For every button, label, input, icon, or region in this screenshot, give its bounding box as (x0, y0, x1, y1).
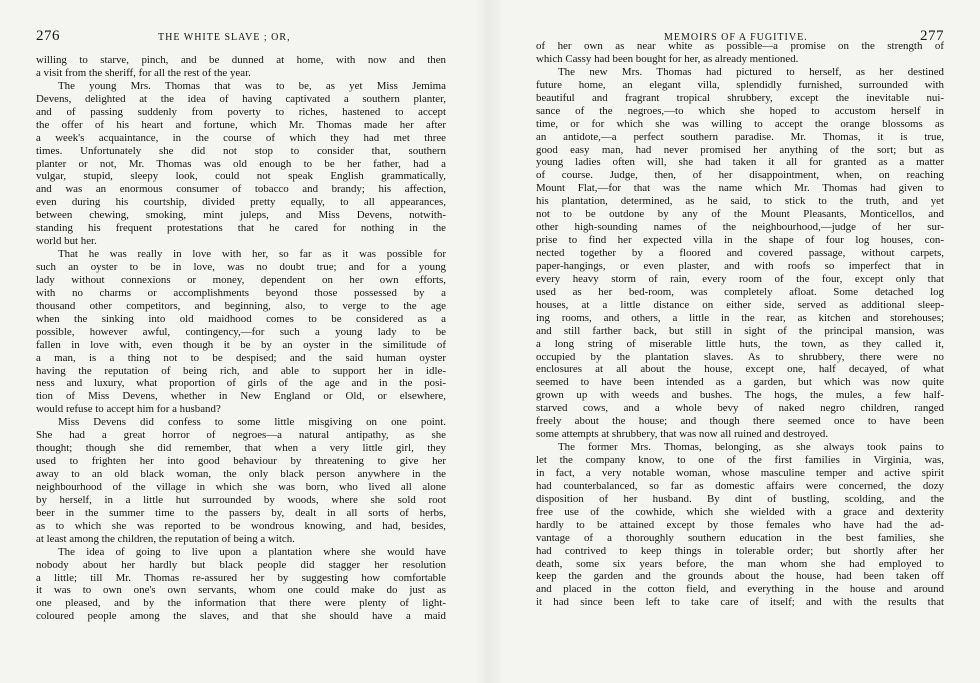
text-line: it was to own one's own servants, whom one could make do just as (36, 584, 446, 597)
text-line: vantage of a thoroughly southern education in the best families, she (536, 531, 944, 544)
text-line: nected together by a floored and covered passage, without carpets, (536, 247, 944, 259)
text-line: freely about the house; and though there seemed once to have been (536, 415, 944, 428)
text-line: nobody about her hardly but black people did stagger her resolution (36, 558, 446, 571)
text-line: a man, is a thing not to be despised; and the said human oyster (36, 351, 446, 364)
text-line: used to frighten her into good behaviour by threatening to give her (36, 455, 446, 468)
text-line: of her own as near white as possible—a promise on the strength of (536, 40, 944, 52)
text-line: death, some six years before, the man whom she had employed to (536, 557, 944, 570)
text-line: even during his courtship, divided pretty equally, to all appearances, (36, 196, 446, 209)
right-running-head: MEMOIRS OF A FUGITIVE. (664, 32, 808, 43)
text-line: and placed in the cotton field, and everything in the house and around (536, 583, 944, 596)
text-line: The young Mrs. Thomas that was to be, as yet Miss Jemima (58, 79, 446, 92)
text-line: a week's acquaintance, in the course of which they had met three (36, 131, 446, 144)
text-line: and still farther back, but still in sight of the principal mansion, was (536, 324, 944, 337)
text-line: free use of the cowhide, which she wielded with a grace and dexterity (536, 505, 944, 518)
text-line: young ladies often will, she had taken it all for granted as a matter (536, 156, 944, 169)
text-line: a long string of miserable little huts, the town, as they called it, (536, 337, 944, 350)
text-line: fallen in love with, even though it be by an oyster in the similitude of (36, 338, 446, 351)
text-line: possible, however awful, contingency,—for such a young lady to be (36, 325, 446, 338)
text-line: That he was really in love with her, so far as it was possible for (58, 248, 446, 261)
text-line: good easy man, had never promised her anything of the sort; but as (536, 143, 944, 156)
text-line: The former Mrs. Thomas, belonging, as she always took pains to (558, 441, 944, 454)
right-page-number: 277 (920, 28, 944, 44)
text-line: hardly to be attained except by those females who have had the ad- (536, 518, 944, 531)
text-line: thought; though she did remember, that when a very little girl, they (36, 442, 446, 455)
text-line: away to an old black woman, the only black person anywhere in the (36, 468, 446, 480)
text-line: between chewing, smoking, mint juleps, and Miss Devens, notwith- (36, 209, 446, 222)
text-line: The new Mrs. Thomas had pictured to herself, as her destined (558, 65, 944, 78)
text-line: grown up with weeds and bushes. The hogs, the mules, a few half- (536, 389, 944, 402)
text-line: as to which she was reported to be wondrous knowing, and had, besides, (36, 519, 446, 532)
left-running-head: THE WHITE SLAVE ; OR, (158, 32, 291, 43)
text-line: future home, an elegant villa, splendidly furnished, surrounded with (536, 78, 944, 91)
text-line: had contrived to keep things in tolerable order; but shortly after her (536, 544, 944, 557)
text-line: in fact, a very notable woman, whose masculine temper and active spirit (536, 466, 944, 479)
text-line: tion of Miss Devens, whether in New England or Old, or elsewhere, (36, 390, 446, 403)
text-line: every heavy storm of rain, every room of the four, except only that (536, 272, 944, 285)
text-line: and of passing suddenly from poverty to riches, hastened to accept (36, 105, 446, 118)
text-line: an antidote,—a perfect southern paradise. Mr. Thomas, it is true, (536, 130, 944, 143)
text-line: beer in the summer time to the passers by, dealt in all sorts of herbs, (36, 506, 446, 519)
text-line: standing his frequent protestations that he cared for nothing in the (36, 222, 446, 235)
text-line: by herself, in a little hut surrounded by woods, where she sold root (36, 493, 446, 506)
text-line: one pleased, and by the information that there were plenty of light- (36, 597, 446, 610)
text-line: willing to starve, pinch, and be dunned at home, with now and then (36, 54, 446, 66)
left-page-body (36, 54, 446, 623)
text-line: which Cassy had been bought for her, as already mentioned. (536, 52, 799, 65)
text-line: thousand other competitors, and beginning, also, to verge to the age (36, 299, 446, 312)
text-line: had counterbalanced, so far as domestic affairs were concerned, the dozy (536, 479, 944, 492)
text-line: beautiful and fragrant tropical shrubbery, except the inevitable nui- (536, 91, 944, 104)
text-line: world but her. (36, 235, 97, 248)
text-line: a visit from the sheriff, for all the rest of the year. (36, 66, 251, 79)
text-line: when the sinking into old maidhood comes to be considered as a (36, 312, 446, 325)
text-line: time, or for which she was willing to accept the orange blossoms as (536, 117, 944, 130)
text-line: other high-sounding names of the neighbourhood,—judge of her sur- (536, 221, 944, 234)
text-line: some attempts at shrubbery, that was now all ruined and destroyed. (536, 428, 829, 441)
text-line: let the company know, to one of the first families in Virginia, was, (536, 454, 944, 466)
text-line: coloured people among the slaves, and that she should have a maid (36, 610, 446, 623)
book-gutter (474, 0, 504, 683)
text-line: a little; till Mr. Thomas re-assured her by suggesting how comfortable (36, 571, 446, 584)
left-page (36, 0, 446, 683)
text-line: She had a great horror of negroes—a natural antipathy, as she (36, 429, 446, 442)
text-line: and was an enormous consumer of tobacco and brandy; his affection, (36, 183, 446, 196)
text-line: having the reputation of being rich, and able to support her in idle- (36, 364, 446, 377)
text-line: starved cows, and a whole bevy of naked negro children, ranged (536, 402, 944, 415)
text-line: lady without connexions or money, dependent on her own efforts, (36, 273, 446, 286)
text-line: The idea of going to live upon a plantation where she would have (58, 545, 446, 558)
text-line: it had since been left to take care of itself; and with the results that (536, 596, 944, 609)
right-page (536, 0, 944, 683)
text-line: used as her bed-room, was completely afloat. Some detached log (536, 285, 944, 298)
left-page-number: 276 (36, 28, 60, 44)
text-line: ness and luxury, what proportion of girls of the age and in the posi- (36, 377, 446, 390)
text-line: the offer of his heart and fortune, which Mr. Thomas made her after (36, 118, 446, 131)
text-line: Devens, delighted at the idea of having captivated a southern planter, (36, 92, 446, 105)
text-line: such an oyster to be in love, was no doubt true; and for a young (36, 261, 446, 273)
text-line: vulgar, stupid, sleepy look, could not speak English grammatically, (36, 170, 446, 183)
text-line: his plantation, determined, as he said, to stick to the truth, and yet (536, 195, 944, 208)
text-line: planter or not, Mr. Thomas was old enough to be her father, had a (36, 157, 446, 170)
text-line: not to be outdone by any of the Mount Pleasants, Monticellos, and (536, 208, 944, 221)
text-line: would refuse to accept him for a husband? (36, 403, 221, 416)
text-line: at least among the children, the reputation of being a witch. (36, 532, 295, 545)
text-line: occupied by the plantation slaves. As to shrubbery, there were no (536, 350, 944, 363)
text-line: enclosures at all about the house, except one, half decayed, of what (536, 363, 944, 376)
text-line: neighbourhood of the village in which she was born, who lived all alone (36, 480, 446, 493)
text-line: ing rooms, and others, a little in the rear, as kitchen and storehouses; (536, 311, 944, 324)
text-line: keep the garden and the grounds about the house, had been taken off (536, 570, 944, 583)
text-line: of course. Judge, then, of her disappointment, when, on reaching (536, 169, 944, 182)
text-line: paper-hangings, or even plaster, and with roofs so imperfect that in (536, 259, 944, 272)
text-line: times. Unfortunately she did not stop to consider that, southern (36, 144, 446, 157)
text-line: disposition of her husband. By dint of bustling, scolding, and the (536, 492, 944, 505)
text-line: Miss Devens did confess to some little misgiving on one point. (58, 416, 446, 429)
text-line: Mount Flat,—for that was the name which Mr. Thomas had given to (536, 182, 944, 195)
text-line: with no charms or accomplishments beyond those possessed by a (36, 286, 446, 299)
text-line: sance of the negroes,—to which she hoped to accustom herself in (536, 104, 944, 117)
text-line: houses, at a little distance on either side, served as additional sleep- (536, 298, 944, 311)
left-page-header (36, 28, 446, 48)
text-line: prise to find her expected villa in the shape of four log houses, con- (536, 234, 944, 247)
right-page-body (536, 40, 944, 609)
text-line: seemed to have been intended as a garden, but which was now quite (536, 376, 944, 389)
